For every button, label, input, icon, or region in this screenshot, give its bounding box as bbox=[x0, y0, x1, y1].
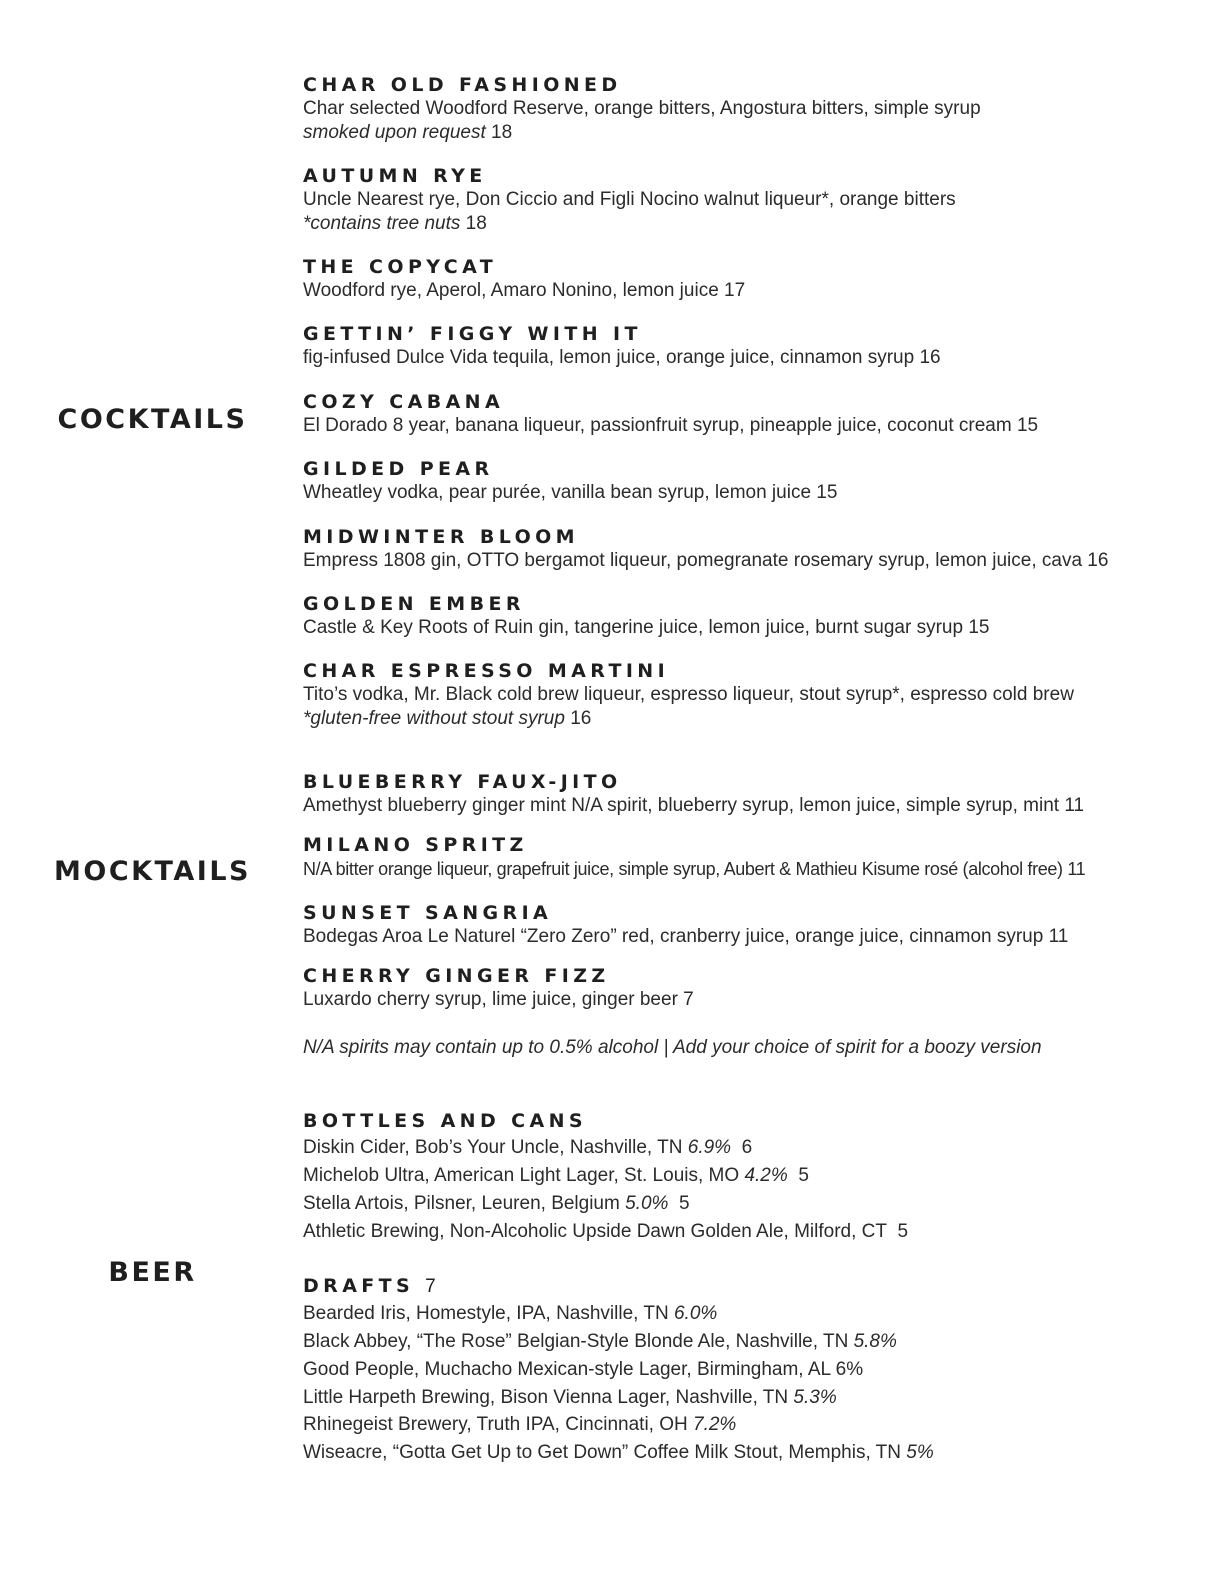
menu-item-description: Wheatley vodka, pear purée, vanilla bean syrup, lemon juice 15 bbox=[303, 482, 838, 503]
beer-abv: 4.2% bbox=[744, 1165, 788, 1186]
beer-list-item bbox=[303, 1193, 690, 1215]
menu-item-description: Tito’s vodka, Mr. Black cold brew liqueur, espresso liqueur, stout syrup*, espresso cold brew bbox=[303, 684, 1074, 705]
menu-item-description: fig-infused Dulce Vida tequila, lemon juice, orange juice, cinnamon syrup 16 bbox=[303, 347, 941, 368]
beer-abv: 5% bbox=[906, 1442, 934, 1463]
drafts-price: 7 bbox=[425, 1276, 436, 1297]
price: 5 bbox=[897, 1221, 909, 1242]
menu-item-name: THE COPYCAT bbox=[303, 256, 498, 278]
note-text: smoked upon request bbox=[303, 122, 486, 143]
beer-text: Athletic Brewing, Non-Alcoholic Upside Dawn Golden Ale, Milford, CT bbox=[303, 1221, 887, 1242]
beer-abv: 5.8% bbox=[853, 1331, 897, 1352]
section-title-beer: BEER bbox=[108, 1257, 197, 1288]
menu-item-description: El Dorado 8 year, banana liqueur, passionfruit syrup, pineapple juice, coconut cream 15 bbox=[303, 415, 1039, 436]
price: 5 bbox=[798, 1165, 809, 1186]
price: 18 bbox=[491, 122, 513, 143]
beer-text: Rhinegeist Brewery, Truth IPA, Cincinnati, OH bbox=[303, 1414, 694, 1435]
beer-text: Stella Artois, Pilsner, Leuren, Belgium bbox=[303, 1193, 626, 1214]
beer-abv: 6.0% bbox=[673, 1303, 718, 1324]
price: 5 bbox=[678, 1193, 690, 1214]
menu-item-note bbox=[303, 708, 591, 730]
section-title-mocktails: MOCKTAILS bbox=[54, 856, 251, 887]
beer-text: Black Abbey, “The Rose” Belgian-Style Blonde Ale, Nashville, TN bbox=[303, 1331, 854, 1352]
section-title-cocktails: COCKTAILS bbox=[57, 404, 248, 435]
beer-text: Diskin Cider, Bob’s Your Uncle, Nashville, TN bbox=[303, 1137, 688, 1158]
menu-item-name: CHERRY GINGER FIZZ bbox=[303, 965, 610, 987]
beer-list-item bbox=[303, 1221, 908, 1243]
menu-item-name: COZY CABANA bbox=[303, 391, 505, 413]
menu-item-name: SUNSET SANGRIA bbox=[303, 902, 553, 924]
beer-abv: 7.2% bbox=[693, 1414, 737, 1435]
menu-item-name: BLUEBERRY FAUX-JITO bbox=[303, 771, 622, 793]
menu-item-description: Amethyst blueberry ginger mint N/A spirit, blueberry syrup, lemon juice, simple syrup, mint 11 bbox=[303, 795, 1085, 816]
price: 6 bbox=[741, 1137, 753, 1158]
beer-list-item bbox=[303, 1303, 717, 1325]
beer-list-item bbox=[303, 1331, 897, 1353]
beer-list-item bbox=[303, 1442, 934, 1464]
menu-item-description: N/A bitter orange liqueur, grapefruit juice, simple syrup, Aubert & Mathieu Kisume rosé (alcohol free) 11 bbox=[303, 859, 1086, 879]
note-text: *gluten-free without stout syrup bbox=[303, 708, 565, 729]
beer-abv: 5.0% bbox=[625, 1193, 669, 1214]
menu-item-name: GILDED PEAR bbox=[303, 458, 494, 480]
note-text: *contains tree nuts bbox=[303, 213, 461, 234]
beer-abv: 6.9% bbox=[687, 1137, 732, 1158]
beer-text: Little Harpeth Brewing, Bison Vienna Lager, Nashville, TN bbox=[303, 1387, 794, 1408]
menu-item-description: Uncle Nearest rye, Don Ciccio and Figli Nocino walnut liqueur*, orange bitters bbox=[303, 189, 956, 210]
price: 16 bbox=[570, 708, 592, 729]
menu-item-name: MILANO SPRITZ bbox=[303, 834, 528, 856]
drafts-heading bbox=[303, 1275, 436, 1298]
beer-text: Good People, Muchacho Mexican-style Lager, Birmingham, AL 6% bbox=[303, 1359, 864, 1380]
beer-text: Wiseacre, “Gotta Get Up to Get Down” Coffee Milk Stout, Memphis, TN bbox=[303, 1442, 907, 1463]
beer-list-item bbox=[303, 1137, 752, 1159]
menu-item-name: CHAR ESPRESSO MARTINI bbox=[303, 660, 670, 682]
menu-item-description: Bodegas Aroa Le Naturel “Zero Zero” red, cranberry juice, orange juice, cinnamon syrup 11 bbox=[303, 926, 1069, 947]
price: 18 bbox=[465, 213, 487, 234]
beer-text: Michelob Ultra, American Light Lager, St. Louis, MO bbox=[303, 1165, 745, 1186]
menu-item-note bbox=[303, 213, 487, 235]
beer-text: Bearded Iris, Homestyle, IPA, Nashville, TN bbox=[303, 1303, 674, 1324]
menu-item-note bbox=[303, 122, 512, 144]
beer-list-item bbox=[303, 1387, 837, 1409]
menu-item-description: Castle & Key Roots of Ruin gin, tangerine juice, lemon juice, burnt sugar syrup 15 bbox=[303, 617, 990, 638]
beer-list-item bbox=[303, 1165, 809, 1187]
beer-list-item bbox=[303, 1414, 736, 1436]
menu-item-name: GOLDEN EMBER bbox=[303, 593, 525, 615]
mocktail-note: N/A spirits may contain up to 0.5% alcohol | Add your choice of spirit for a boozy version bbox=[303, 1037, 1042, 1058]
beer-abv: 5.3% bbox=[793, 1387, 837, 1408]
bottles-heading: BOTTLES AND CANS bbox=[303, 1110, 588, 1132]
menu-item-description: Woodford rye, Aperol, Amaro Nonino, lemon juice 17 bbox=[303, 280, 746, 301]
menu-item-name: MIDWINTER BLOOM bbox=[303, 526, 579, 548]
menu-item-name: AUTUMN RYE bbox=[303, 165, 487, 187]
menu-item-description: Luxardo cherry syrup, lime juice, ginger beer 7 bbox=[303, 989, 694, 1010]
menu-item-description: Empress 1808 gin, OTTO bergamot liqueur, pomegranate rosemary syrup, lemon juice, cava 16 bbox=[303, 550, 1109, 571]
menu-item-name: GETTIN’ FIGGY WITH IT bbox=[303, 323, 642, 345]
beer-list-item bbox=[303, 1359, 863, 1381]
menu-item-description: Char selected Woodford Reserve, orange bitters, Angostura bitters, simple syrup bbox=[303, 98, 981, 119]
menu-item-name: CHAR OLD FASHIONED bbox=[303, 74, 622, 96]
drafts-title: DRAFTS bbox=[303, 1275, 415, 1297]
